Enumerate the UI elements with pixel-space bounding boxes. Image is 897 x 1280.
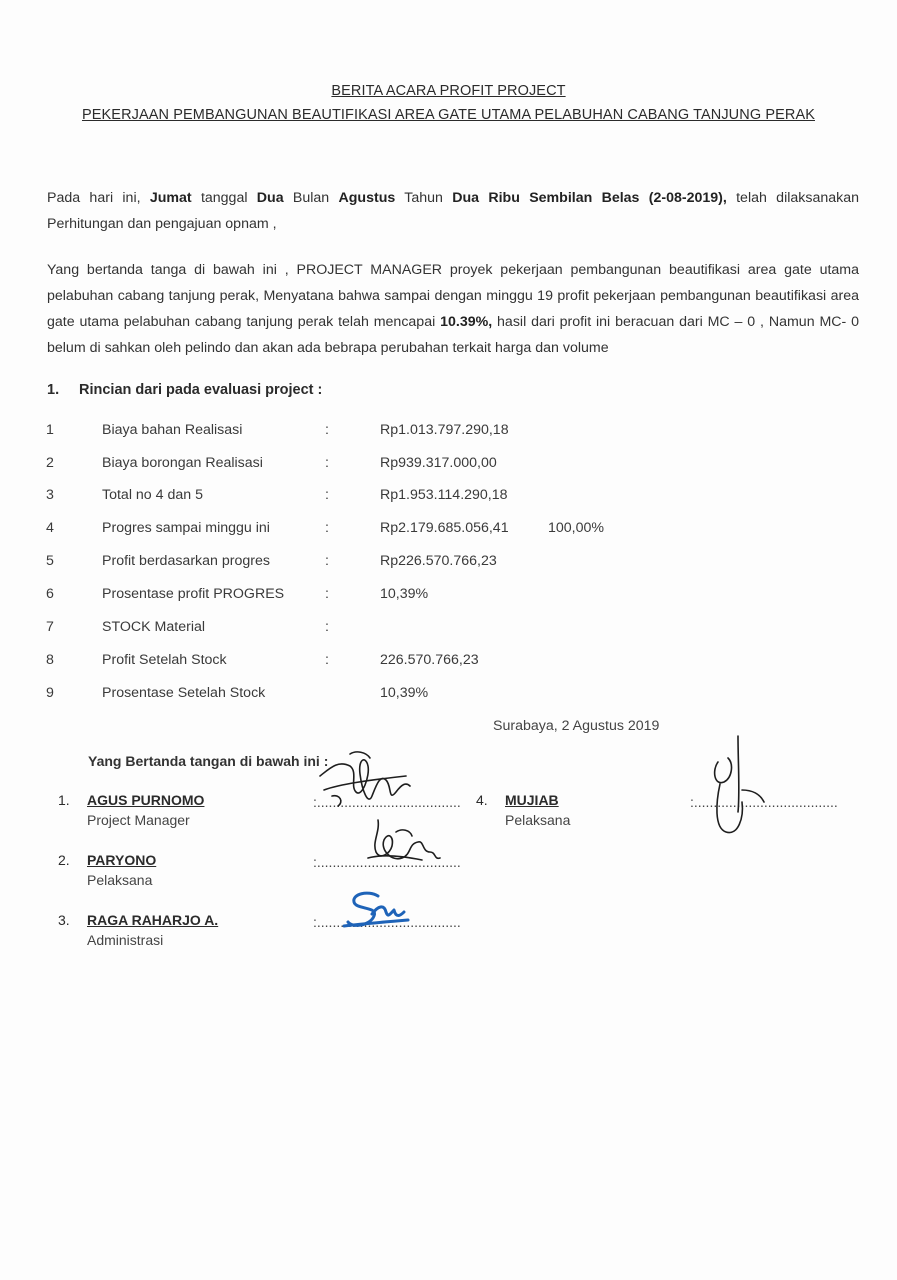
row-label: Biaya borongan Realisasi xyxy=(102,455,263,471)
row-value: 226.570.766,23 xyxy=(380,652,479,668)
signer-role: Administrasi xyxy=(87,932,164,948)
row-colon: : xyxy=(325,586,329,602)
document-subtitle: PEKERJAAN PEMBANGUNAN BEAUTIFIKASI AREA GATE UTAMA PELABUHAN CABANG TANJUNG PERAK xyxy=(81,107,815,123)
signer-name: PARYONO xyxy=(87,852,157,868)
signature-agus-purnomo xyxy=(310,746,420,826)
row-percent: 100,00% xyxy=(548,520,605,536)
section-title: Rincian dari pada evaluasi project : xyxy=(79,382,323,398)
row-label: STOCK Material xyxy=(102,619,206,635)
row-value: Rp939.317.000,00 xyxy=(380,455,497,471)
row-label: Total no 4 dan 5 xyxy=(102,487,203,503)
row-label: Prosentase profit PROGRES xyxy=(102,586,285,602)
signer-name: RAGA RAHARJO A. xyxy=(87,912,219,928)
row-label: Prosentase Setelah Stock xyxy=(102,685,266,701)
row-number: 8 xyxy=(46,652,54,668)
row-colon: : xyxy=(325,619,329,635)
signature-heading: Yang Bertanda tangan di bawah ini : xyxy=(88,753,329,769)
statement-paragraph: Yang bertanda tanga di bawah ini , PROJECT MANAGER proyek pekerjaan pembangunan beautifikasi area gate utama pelabuhan cabang tanjung perak, Menyatana bahwa sampai dengan minggu 19 profit pekerjaan pembangunan beautifikasi area gate utama pelabuhan cabang tanjung perak telah mencapai 10.39%, hasil dari profit ini beracuan dari MC – 0 , Namun MC- 0 belum di sahkan oleh pelindo dan akan ada bebrapa perubahan terkait harga dan volume xyxy=(47,262,859,356)
row-value: Rp1.953.114.290,18 xyxy=(380,487,508,503)
row-number: 4 xyxy=(46,520,54,536)
signer-number: 1. xyxy=(58,792,70,808)
row-number: 6 xyxy=(46,586,54,602)
row-value: Rp226.570.766,23 xyxy=(380,553,497,569)
signature-line: :..................................... xyxy=(313,914,461,930)
row-value: 10,39% xyxy=(380,685,429,701)
row-number: 9 xyxy=(46,685,54,701)
row-colon: : xyxy=(325,520,329,536)
signer-number: 4. xyxy=(476,792,488,808)
row-value: Rp2.179.685.056,41 xyxy=(380,520,509,536)
signature-paryono xyxy=(362,818,452,878)
intro-paragraph: Pada hari ini, Jumat tanggal Dua Bulan Agustus Tahun Dua Ribu Sembilan Belas (2-08-2019), telah dilaksanakan Perhitungan dan pengajuan opnam , xyxy=(47,190,859,232)
signer-number: 3. xyxy=(58,912,70,928)
row-colon: : xyxy=(325,553,329,569)
row-colon: : xyxy=(325,455,329,471)
row-label: Profit berdasarkan progres xyxy=(102,553,270,569)
row-colon: : xyxy=(325,422,329,438)
row-label: Progres sampai minggu ini xyxy=(102,520,270,536)
section-heading xyxy=(47,382,322,398)
signer-role: Pelaksana xyxy=(505,812,571,828)
signature-line: :..................................... xyxy=(313,794,461,810)
row-value: 10,39% xyxy=(380,586,429,602)
signer-name: MUJIAB xyxy=(505,792,559,808)
row-label: Biaya bahan Realisasi xyxy=(102,422,243,438)
section-number: 1. xyxy=(47,382,60,398)
signer-block xyxy=(476,792,836,832)
signer-name: AGUS PURNOMO xyxy=(87,792,205,808)
row-value: Rp1.013.797.290,18 xyxy=(380,422,509,438)
row-label: Profit Setelah Stock xyxy=(102,652,227,668)
row-number: 3 xyxy=(46,487,54,503)
place-date: Surabaya, 2 Agustus 2019 xyxy=(493,718,660,734)
signature-line: :..................................... xyxy=(313,854,461,870)
signature-raga-rahardjo xyxy=(338,888,418,932)
document-title: BERITA ACARA PROFIT PROJECT xyxy=(331,83,566,99)
row-number: 7 xyxy=(46,619,54,635)
row-number: 2 xyxy=(46,455,54,471)
signer-role: Project Manager xyxy=(87,812,190,828)
row-colon: : xyxy=(325,652,329,668)
signature-mujiab xyxy=(698,732,778,844)
signer-number: 2. xyxy=(58,852,70,868)
row-number: 1 xyxy=(46,422,54,438)
signer-role: Pelaksana xyxy=(87,872,153,888)
row-number: 5 xyxy=(46,553,54,569)
row-colon: : xyxy=(325,487,329,503)
signature-line: :..................................... xyxy=(690,794,838,810)
